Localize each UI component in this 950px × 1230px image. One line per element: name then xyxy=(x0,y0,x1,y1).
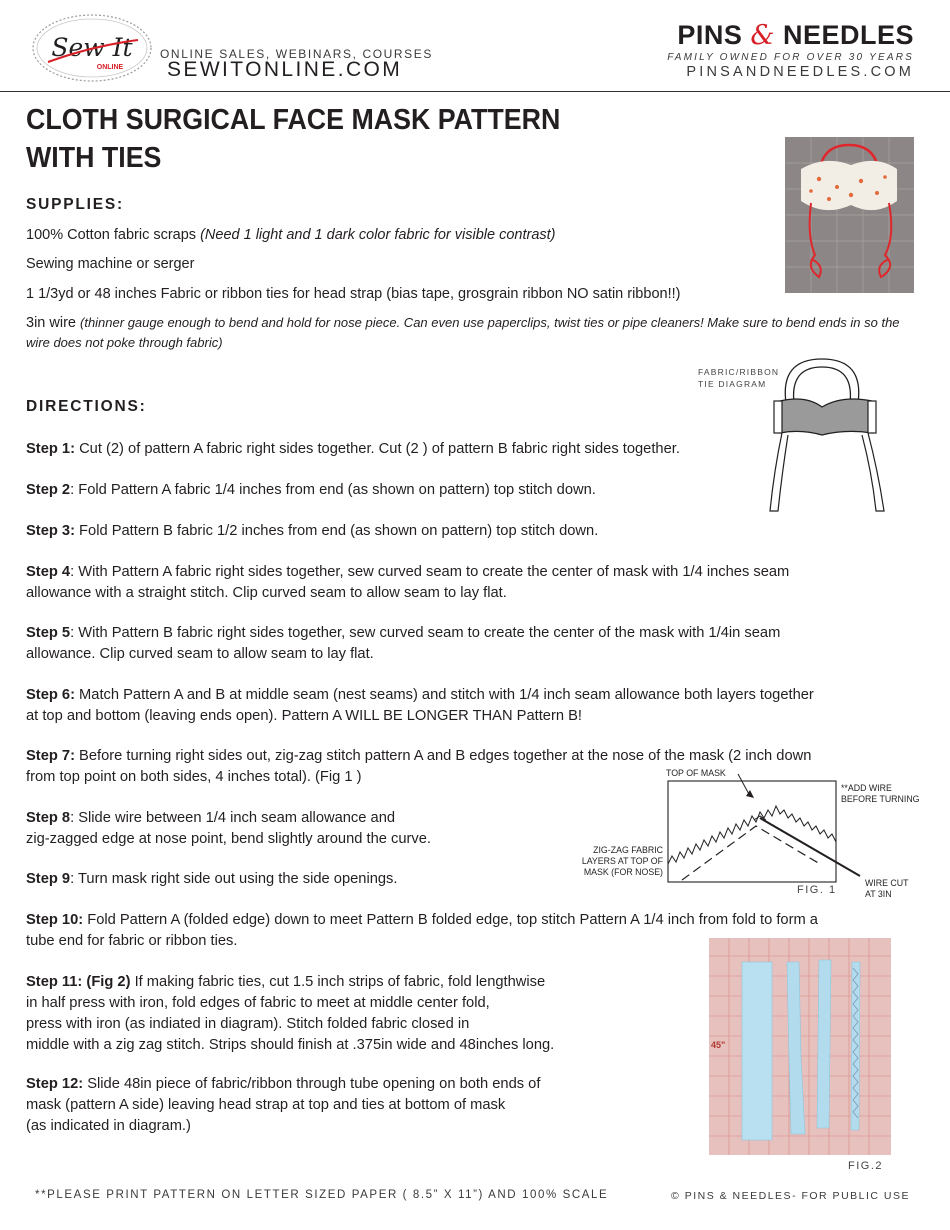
tie-diagram-caption-line-2: TIE DIAGRAM xyxy=(698,379,767,389)
step-text: tube end for fabric or ribbon ties. xyxy=(26,933,238,949)
supply-item-wire-note: (thinner gauge enough to bend and hold for nose piece. Can even use paperclips, twist ties or pipe cleaners! Make sure to bend ends in so the wire does not poke through fabric) xyxy=(26,315,900,350)
partner-url: PINSANDNEEDLES.COM xyxy=(686,64,914,80)
logo-script-text: Sew It xyxy=(51,33,133,62)
step-3 xyxy=(26,521,916,542)
step-text: allowance with a straight stitch. Clip curved seam to allow seam to lay flat. xyxy=(26,585,507,601)
header-tagline: ONLINE SALES, WEBINARS, COURSES xyxy=(160,47,433,61)
partner-logo-title xyxy=(677,20,914,51)
step-text: at top and bottom (leaving ends open). Pattern A WILL BE LONGER THAN Pattern B! xyxy=(26,708,582,724)
fig1-zigzag-line-2: LAYERS AT TOP OF xyxy=(581,856,663,866)
step-9 xyxy=(26,869,546,890)
fig1-diagram xyxy=(660,772,880,892)
step-label: Step 4 xyxy=(26,564,71,580)
step-text: Fold Pattern B fabric 1/2 inches from end (as shown on pattern) top stitch down. xyxy=(74,523,599,539)
step-label: Step 2 xyxy=(26,482,71,498)
fig1-top-of-mask-label: TOP OF MASK xyxy=(666,768,726,778)
step-text: Match Pattern A and B at middle seam (nest seams) and stitch with 1/4 inch seam allowance both layers together xyxy=(74,687,814,703)
step-text: press with iron (as indiated in diagram). Stitch folded fabric closed in xyxy=(26,1016,470,1032)
sew-it-online-logo xyxy=(30,12,154,84)
supply-item-fabric-note: (Need 1 light and 1 dark color fabric for visible contrast) xyxy=(200,227,556,243)
header-site-url: SEWITONLINE.COM xyxy=(167,58,403,81)
footer-copyright: © PINS & NEEDLES- FOR PUBLIC USE xyxy=(671,1190,910,1202)
step-text: allowance. Clip curved seam to allow seam to lay flat. xyxy=(26,646,374,662)
step-label: Step 9 xyxy=(26,871,71,887)
supply-item-ties: 1 1/3yd or 48 inches Fabric or ribbon ties for head strap (bias tape, grosgrain ribbon NO satin ribbon!!) xyxy=(26,286,681,302)
partner-tagline: FAMILY OWNED FOR OVER 30 YEARS xyxy=(667,52,914,63)
page-title-line-2: WITH TIES xyxy=(26,142,162,174)
step-label: Step 5 xyxy=(26,625,71,641)
step-label: Step 6: xyxy=(26,687,75,703)
tie-diagram-caption-line-1: FABRIC/RIBBON xyxy=(698,367,780,377)
step-label: Step 10: xyxy=(26,912,84,928)
fig1-wire-cut-line-1: WIRE CUT xyxy=(865,878,909,888)
fig1-wire-cut-line-2: AT 3IN xyxy=(865,889,892,899)
supply-item-fabric xyxy=(26,227,556,243)
directions-heading: DIRECTIONS: xyxy=(26,398,147,415)
fig1-label: FIG. 1 xyxy=(797,884,837,896)
step-text: Before turning right sides out, zig-zag stitch pattern A and B edges together at the nose of the mask (2 inch down xyxy=(74,748,812,764)
header-divider xyxy=(0,91,950,92)
step-label: Step 7: xyxy=(26,748,75,764)
fig1-zigzag-line-3: MASK (FOR NOSE) xyxy=(583,867,663,877)
step-1 xyxy=(26,439,916,460)
step-text: middle with a zig zag stitch. Strips should finish at .375in wide and 48inches long. xyxy=(26,1037,555,1053)
step-6 xyxy=(26,685,916,727)
step-text: : With Pattern B fabric right sides together, sew curved seam to create the center of the mask with 1/4in seam xyxy=(70,625,781,641)
step-label: Step 8 xyxy=(26,810,71,826)
fig2-label: FIG.2 xyxy=(848,1160,884,1172)
partner-name-post: NEEDLES xyxy=(774,20,914,50)
mask-photo-image xyxy=(785,137,914,293)
step-label: Step 1: xyxy=(26,441,75,457)
step-text: Cut (2) of pattern A fabric right sides together. Cut (2 ) of pattern B fabric right sides together. xyxy=(79,441,680,457)
photo-angle-mark: 45" xyxy=(711,1040,726,1050)
step-text: : Fold Pattern A fabric 1/4 inches from end (as shown on pattern) top stitch down. xyxy=(70,482,596,498)
supply-item-wire-text: 3in wire xyxy=(26,315,80,331)
fig1-zigzag-line-1: ZIG-ZAG FABRIC xyxy=(593,845,663,855)
supply-item-wire xyxy=(26,313,916,353)
step-5 xyxy=(26,623,916,665)
step-2 xyxy=(26,480,916,501)
step-text: Slide 48in piece of fabric/ribbon through tube opening on both ends of xyxy=(83,1076,541,1092)
footer-print-note: **PLEASE PRINT PATTERN ON LETTER SIZED PAPER ( 8.5” X 11”) AND 100% SCALE xyxy=(35,1189,609,1201)
step-text: in half press with iron, fold edges of fabric to meet at middle center fold, xyxy=(26,995,490,1011)
step-12 xyxy=(26,1074,666,1137)
page-title xyxy=(26,101,609,177)
step-label: Step 3: xyxy=(26,523,75,539)
step-text: zig-zagged edge at nose point, bend slightly around the curve. xyxy=(26,831,431,847)
partner-ampersand: & xyxy=(750,20,775,51)
step-fig-ref: (Fig 2) xyxy=(86,974,131,990)
step-text: from top point on both sides, 4 inches total). (Fig 1 ) xyxy=(26,769,362,785)
step-label: Step 12: xyxy=(26,1076,84,1092)
step-text: Fold Pattern A (folded edge) down to meet Pattern B folded edge, top stitch Pattern A 1/4 inch from fold to form a xyxy=(83,912,818,928)
fig1-zigzag-label xyxy=(581,845,663,878)
mask-photo xyxy=(785,137,914,293)
page-title-line-1: CLOTH SURGICAL FACE MASK PATTERN xyxy=(26,104,561,136)
step-8 xyxy=(26,808,546,850)
step-text: If making fabric ties, cut 1.5 inch strips of fabric, fold lengthwise xyxy=(130,974,546,990)
step-text: : Slide wire between 1/4 inch seam allowance and xyxy=(70,810,396,826)
fabric-strips-image xyxy=(709,938,891,1155)
step-text: mask (pattern A side) leaving head strap at top and ties at bottom of mask xyxy=(26,1097,506,1113)
fabric-strips-photo xyxy=(709,938,891,1155)
fig1-add-wire-line-2: BEFORE TURNING xyxy=(841,794,920,804)
step-4 xyxy=(26,562,916,604)
step-11 xyxy=(26,972,666,1056)
logo-badge-icon xyxy=(30,12,154,84)
supplies-heading: SUPPLIES: xyxy=(26,196,125,213)
supply-item-machine: Sewing machine or serger xyxy=(26,256,195,272)
logo-online-text: ONLINE xyxy=(96,64,124,71)
step-text: : With Pattern A fabric right sides together, sew curved seam to create the center of mask with 1/4 inches seam xyxy=(70,564,790,580)
step-text: : Turn mask right side out using the side openings. xyxy=(70,871,398,887)
step-label: Step 11: xyxy=(26,974,83,990)
supply-item-fabric-text: 100% Cotton fabric scraps xyxy=(26,227,201,243)
partner-name-pre: PINS xyxy=(677,20,751,50)
fig1-add-wire-line-1: **ADD WIRE xyxy=(841,783,892,793)
step-text: (as indicated in diagram.) xyxy=(26,1118,191,1134)
